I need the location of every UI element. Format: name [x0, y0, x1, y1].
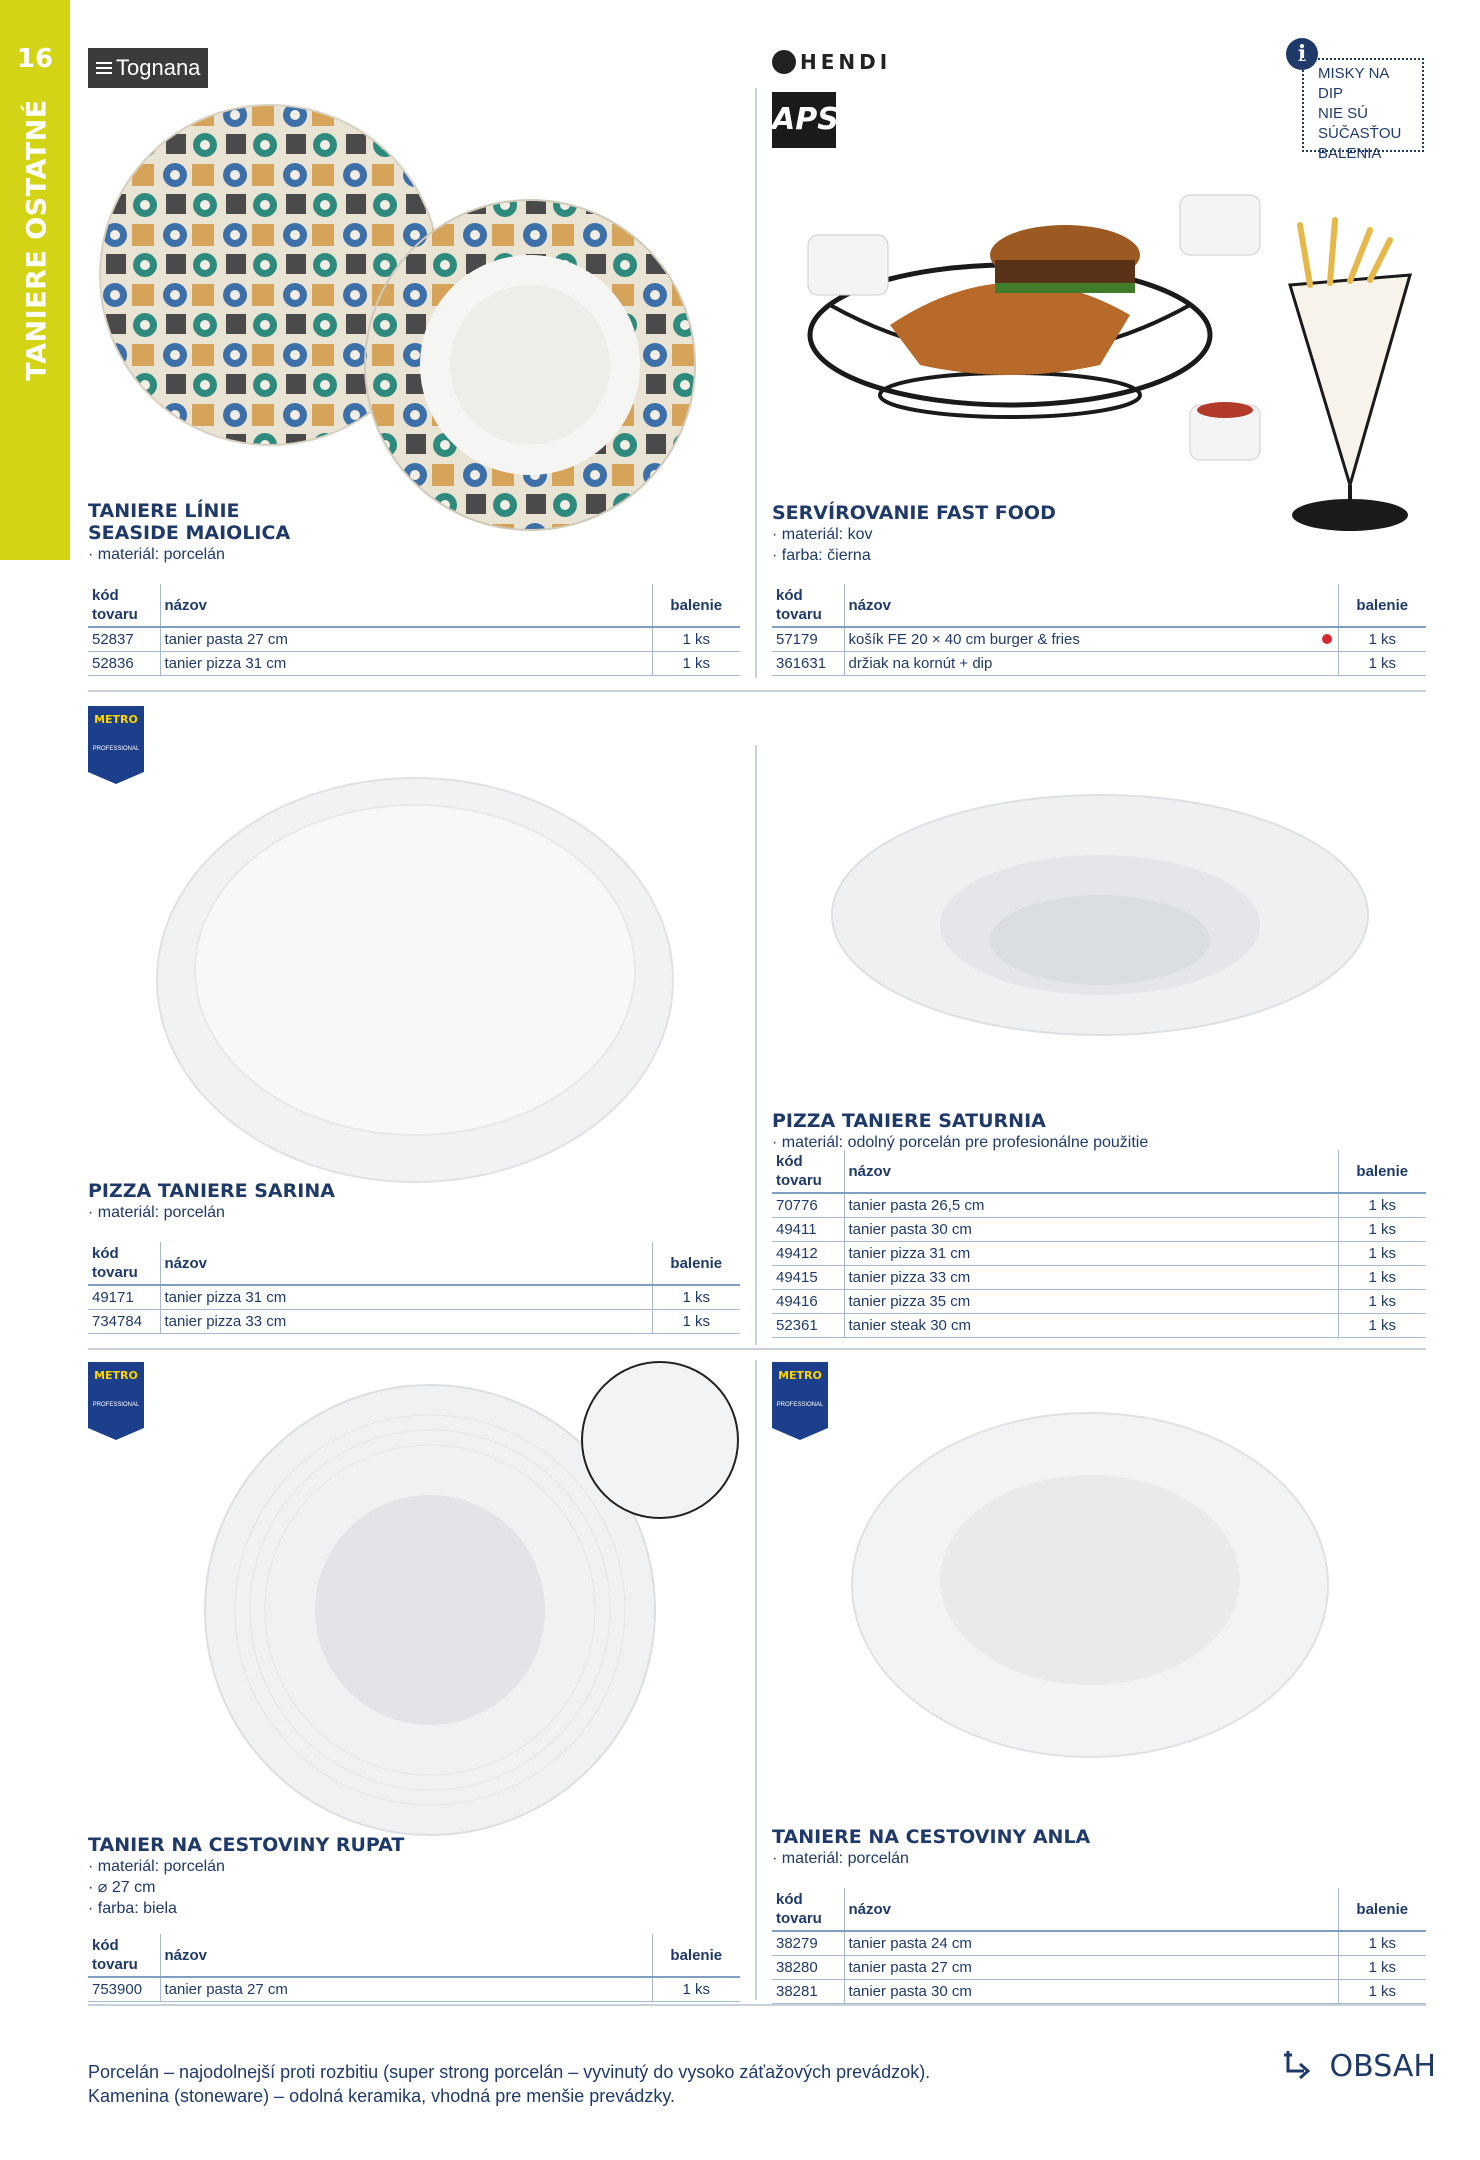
header-code: kód tovaru	[772, 1150, 844, 1193]
header-pack: balenie	[1338, 1150, 1426, 1193]
table-row	[772, 1241, 1426, 1265]
product-code: 38280	[772, 1955, 844, 1979]
header-code: kód tovaru	[88, 584, 160, 627]
row-divider-2	[88, 1348, 1426, 1350]
aps-logo: APS	[772, 92, 836, 148]
product-pack: 1 ks	[1338, 1265, 1426, 1289]
product-table-rupat	[88, 1934, 740, 2002]
footer-notes	[88, 2060, 930, 2108]
product-name: tanier pizza 31 cm	[844, 1241, 1338, 1265]
product-pack: 1 ks	[1338, 1289, 1426, 1313]
contents-link[interactable]	[1282, 2048, 1436, 2092]
product-rupat	[88, 1834, 404, 1919]
hendi-logo: HENDI	[770, 48, 900, 84]
product-code: 49412	[772, 1241, 844, 1265]
table-row	[88, 1285, 740, 1309]
product-title: TANIER NA CESTOVINY RUPAT	[88, 1834, 405, 1856]
header-name: názov	[844, 1150, 1338, 1193]
product-name: tanier pasta 27 cm	[160, 1977, 652, 2001]
page-number: 16	[16, 44, 54, 74]
product-pack: 1 ks	[1338, 627, 1426, 651]
product-pack: 1 ks	[1338, 1931, 1426, 1955]
info-note-line: NIE SÚ	[1318, 105, 1369, 122]
header-code: kód tovaru	[772, 1888, 844, 1931]
table-row	[772, 1979, 1426, 2003]
product-name: držiak na kornút + dip	[844, 651, 1338, 675]
product-table-maiolica	[88, 584, 740, 676]
product-name: košík FE 20 × 40 cm burger & fries	[848, 630, 1080, 648]
table-row	[772, 1289, 1426, 1313]
product-code: 49415	[772, 1265, 844, 1289]
product-code: 49171	[88, 1285, 160, 1309]
product-pack: 1 ks	[652, 1285, 740, 1309]
header-name: názov	[844, 584, 1338, 627]
saturnia-plate-image	[830, 790, 1370, 1040]
section-title: TANIERE OSTATNÉ	[21, 99, 53, 381]
product-saturnia	[772, 1110, 1148, 1153]
metro-professional-logo: METRO PROFESSIONAL	[88, 1362, 144, 1440]
product-code: 49416	[772, 1289, 844, 1313]
product-table-fast-food	[772, 584, 1426, 676]
product-pack: 1 ks	[652, 1977, 740, 2001]
info-note	[1302, 58, 1424, 162]
product-name: tanier pasta 30 cm	[844, 1979, 1338, 2003]
product-code: 38281	[772, 1979, 844, 2003]
product-code: 57179	[772, 627, 844, 651]
product-code: 734784	[88, 1309, 160, 1333]
product-pack: 1 ks	[1338, 1979, 1426, 2003]
table-row	[88, 651, 740, 675]
info-note-line: BALENIA	[1318, 145, 1382, 162]
product-anla	[772, 1826, 1090, 1869]
metro-professional-logo: METRO PROFESSIONAL	[772, 1362, 828, 1440]
table-row	[772, 1955, 1426, 1979]
product-name: tanier pasta 27 cm	[160, 627, 652, 651]
product-code: 52837	[88, 627, 160, 651]
product-spec: · farba: čierna	[772, 547, 871, 564]
product-pack: 1 ks	[1338, 1193, 1426, 1217]
table-row	[88, 1977, 740, 2001]
product-title: TANIERE NA CESTOVINY ANLA	[772, 1826, 1091, 1848]
rupat-plate-image	[200, 1370, 740, 1840]
header-code: kód tovaru	[88, 1934, 160, 1977]
info-note-line: MISKY NA DIP	[1318, 65, 1389, 102]
product-code: 49411	[772, 1217, 844, 1241]
anla-plate-image	[850, 1410, 1330, 1760]
product-code: 52836	[88, 651, 160, 675]
product-code: 38279	[772, 1931, 844, 1955]
product-title: PIZZA TANIERE SARINA	[88, 1180, 335, 1202]
product-spec: · materiál: kov	[772, 526, 873, 543]
header-name: názov	[160, 1934, 652, 1977]
product-name: tanier pasta 24 cm	[844, 1931, 1338, 1955]
product-title: TANIERE LÍNIE	[88, 500, 240, 522]
product-pack: 1 ks	[1338, 1955, 1426, 1979]
product-name: tanier pasta 27 cm	[844, 1955, 1338, 1979]
product-table-sarina	[88, 1242, 740, 1334]
product-table-anla	[772, 1888, 1426, 2004]
product-name: tanier pizza 33 cm	[160, 1309, 652, 1333]
header-pack: balenie	[652, 1934, 740, 1977]
tognana-logo: Tognana	[88, 48, 208, 88]
product-name: tanier pizza 31 cm	[160, 1285, 652, 1309]
red-dot-marker-icon	[1322, 634, 1332, 644]
header-pack: balenie	[652, 584, 740, 627]
column-divider-bottom	[755, 1360, 757, 2000]
header-name: názov	[160, 1242, 652, 1285]
product-name: tanier pasta 30 cm	[844, 1217, 1338, 1241]
header-pack: balenie	[1338, 584, 1426, 627]
product-spec: · materiál: porcelán	[88, 1858, 225, 1875]
product-pack: 1 ks	[652, 651, 740, 675]
product-code: 753900	[88, 1977, 160, 2001]
table-row	[772, 1217, 1426, 1241]
product-pack: 1 ks	[1338, 1241, 1426, 1265]
table-row	[772, 627, 1426, 651]
product-name: tanier pizza 35 cm	[844, 1289, 1338, 1313]
column-divider-top	[755, 88, 757, 678]
product-name: tanier pasta 26,5 cm	[844, 1193, 1338, 1217]
header-name: názov	[844, 1888, 1338, 1931]
row-divider-3	[88, 2004, 1426, 2006]
product-title: PIZZA TANIERE SATURNIA	[772, 1110, 1046, 1132]
fast-food-basket-image	[770, 165, 1430, 545]
product-code: 361631	[772, 651, 844, 675]
arrow-turn-icon	[1282, 2049, 1314, 2085]
product-title: SEASIDE MAIOLICA	[88, 522, 291, 544]
product-sarina	[88, 1180, 335, 1223]
product-spec: · ⌀ 27 cm	[88, 1879, 156, 1896]
header-code: kód tovaru	[772, 584, 844, 627]
table-row	[88, 1309, 740, 1333]
table-row	[772, 1265, 1426, 1289]
table-row	[772, 1931, 1426, 1955]
row-divider-1	[88, 690, 1426, 692]
table-row	[88, 627, 740, 651]
header-name: názov	[160, 584, 652, 627]
product-maiolica	[88, 500, 290, 565]
metro-professional-logo: METRO PROFESSIONAL	[88, 706, 144, 784]
product-pack: 1 ks	[652, 1309, 740, 1333]
table-row	[772, 651, 1426, 675]
product-name: tanier pizza 33 cm	[844, 1265, 1338, 1289]
product-title: SERVÍROVANIE FAST FOOD	[772, 502, 1056, 524]
product-pack: 1 ks	[1338, 1313, 1426, 1337]
product-name-cell	[844, 627, 1338, 651]
product-pack: 1 ks	[1338, 1217, 1426, 1241]
product-spec: · materiál: porcelán	[88, 1204, 225, 1221]
info-icon: i	[1286, 38, 1318, 70]
product-code: 52361	[772, 1313, 844, 1337]
product-spec: · materiál: porcelán	[772, 1850, 909, 1867]
header-pack: balenie	[1338, 1888, 1426, 1931]
product-table-saturnia	[772, 1150, 1426, 1338]
footer-note: Kamenina (stoneware) – odolná keramika, vhodná pre menšie prevádzky.	[88, 2086, 675, 2106]
info-note-line: SÚČASŤOU	[1318, 125, 1402, 142]
section-sidebar	[0, 0, 70, 560]
product-spec: · materiál: porcelán	[88, 546, 225, 563]
table-row	[772, 1313, 1426, 1337]
product-code: 70776	[772, 1193, 844, 1217]
maiolica-plates-image	[100, 100, 740, 540]
product-fast-food	[772, 502, 1056, 566]
header-pack: balenie	[652, 1242, 740, 1285]
sarina-plate-image	[155, 775, 675, 1185]
footer-note: Porcelán – najodolnejší proti rozbitiu (super strong porcelán – vyvinutý do vysoko záťažových prevádzok).	[88, 2062, 931, 2082]
product-spec: · materiál: odolný porcelán pre profesionálne použitie	[772, 1134, 1149, 1151]
product-name: tanier steak 30 cm	[844, 1313, 1338, 1337]
contents-link-label: OBSAH	[1329, 2049, 1436, 2084]
product-name: tanier pizza 31 cm	[160, 651, 652, 675]
product-pack: 1 ks	[652, 627, 740, 651]
product-spec: · farba: biela	[88, 1900, 177, 1917]
header-code: kód tovaru	[88, 1242, 160, 1285]
table-row	[772, 1193, 1426, 1217]
product-pack: 1 ks	[1338, 651, 1426, 675]
column-divider-middle	[755, 745, 757, 1345]
